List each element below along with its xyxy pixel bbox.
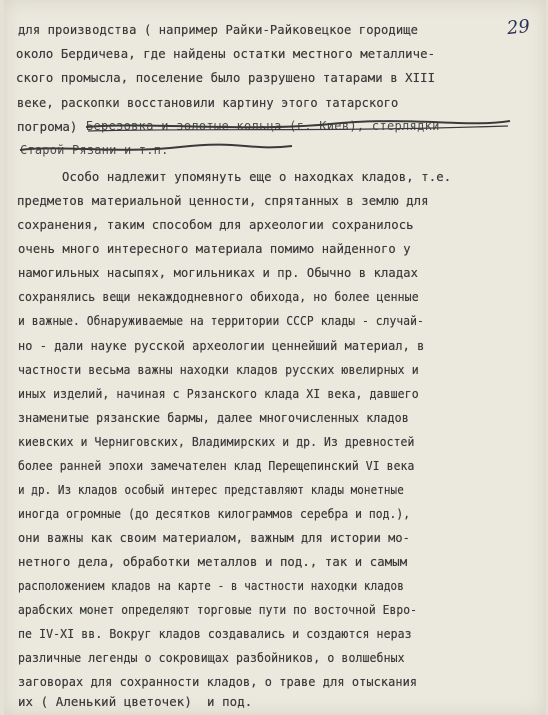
struck-text: Старой Рязани и т.п.	[20, 143, 169, 157]
text-line: веке, раскопки восстановили картину этого татарского	[17, 95, 399, 110]
text-line: но - дали науке русской археологии ценнейший материал, в	[18, 338, 425, 353]
text-line: нетного дела, обработки металлов и под., так и самым	[18, 554, 408, 569]
text-line: они важны как своим материалом, важным для истории мо-	[18, 530, 410, 545]
text-line: и др. Из кладов особый интерес представляют клады монетные	[18, 482, 404, 497]
text-line: погрома)	[17, 119, 78, 134]
text-line: заговорах для сохранности кладов, о траве для отыскания	[18, 674, 418, 689]
text-line: и важные. Обнаруживаемые на территории СССР клады - случай-	[18, 313, 424, 328]
text-line: около Бердичева, где найдены остатки местного металличе-	[16, 46, 436, 61]
struck-text: Березовка и золотые кольца (г. Киев), стерлядки	[86, 119, 440, 133]
text-line: знаменитые рязанские бармы, далее многочисленных кладов	[18, 410, 409, 425]
text-line: расположением кладов на карте - в частности находки кладов	[18, 578, 404, 593]
text-line: Особо надлежит упомянуть еще о находках кладов, т.е.	[62, 169, 452, 184]
text-line: предметов материальной ценности, спрятанных в землю для	[17, 193, 429, 208]
text-line: для производства ( например Райки-Райковецкое городище	[18, 22, 419, 37]
text-line: намогильных насыпях, могильниках и пр. Обычно в кладах	[18, 265, 419, 280]
text-line: иногда огромные (до десятков килограммов серебра и под.),	[18, 506, 411, 521]
text-line: частности весьма важны находки кладов русских ювелирных и	[18, 362, 419, 377]
text-line: их ( Аленький цветочек) и под.	[18, 694, 253, 709]
page-number: 29	[505, 15, 531, 40]
text-line: сохранения, таким способом для археологии сохранилось	[17, 217, 414, 232]
text-line: сохранялись вещи некаждодневного обихода, но более ценные	[18, 289, 419, 304]
text-line: очень много интересного материала помимо найденного у	[18, 241, 411, 256]
text-line: ского промысла, поселение было разрушено татарами в XIII	[16, 70, 436, 85]
text-line: киевских и Черниговских, Владимирских и др. Из древностей	[18, 434, 415, 449]
text-line: различные легенды о сокровищах разбойников, о волшебных	[18, 650, 405, 665]
text-line: пе IV-XI вв. Вокруг кладов создавались и создаются нераз	[18, 626, 412, 641]
text-line: иных изделий, начиная с Рязанского клада XI века, давшего	[18, 386, 419, 401]
text-line: арабских монет определяют торговые пути по восточной Евро-	[18, 602, 418, 617]
text-line: более ранней эпохи замечателен клад Перещепинский VI века	[18, 458, 415, 473]
